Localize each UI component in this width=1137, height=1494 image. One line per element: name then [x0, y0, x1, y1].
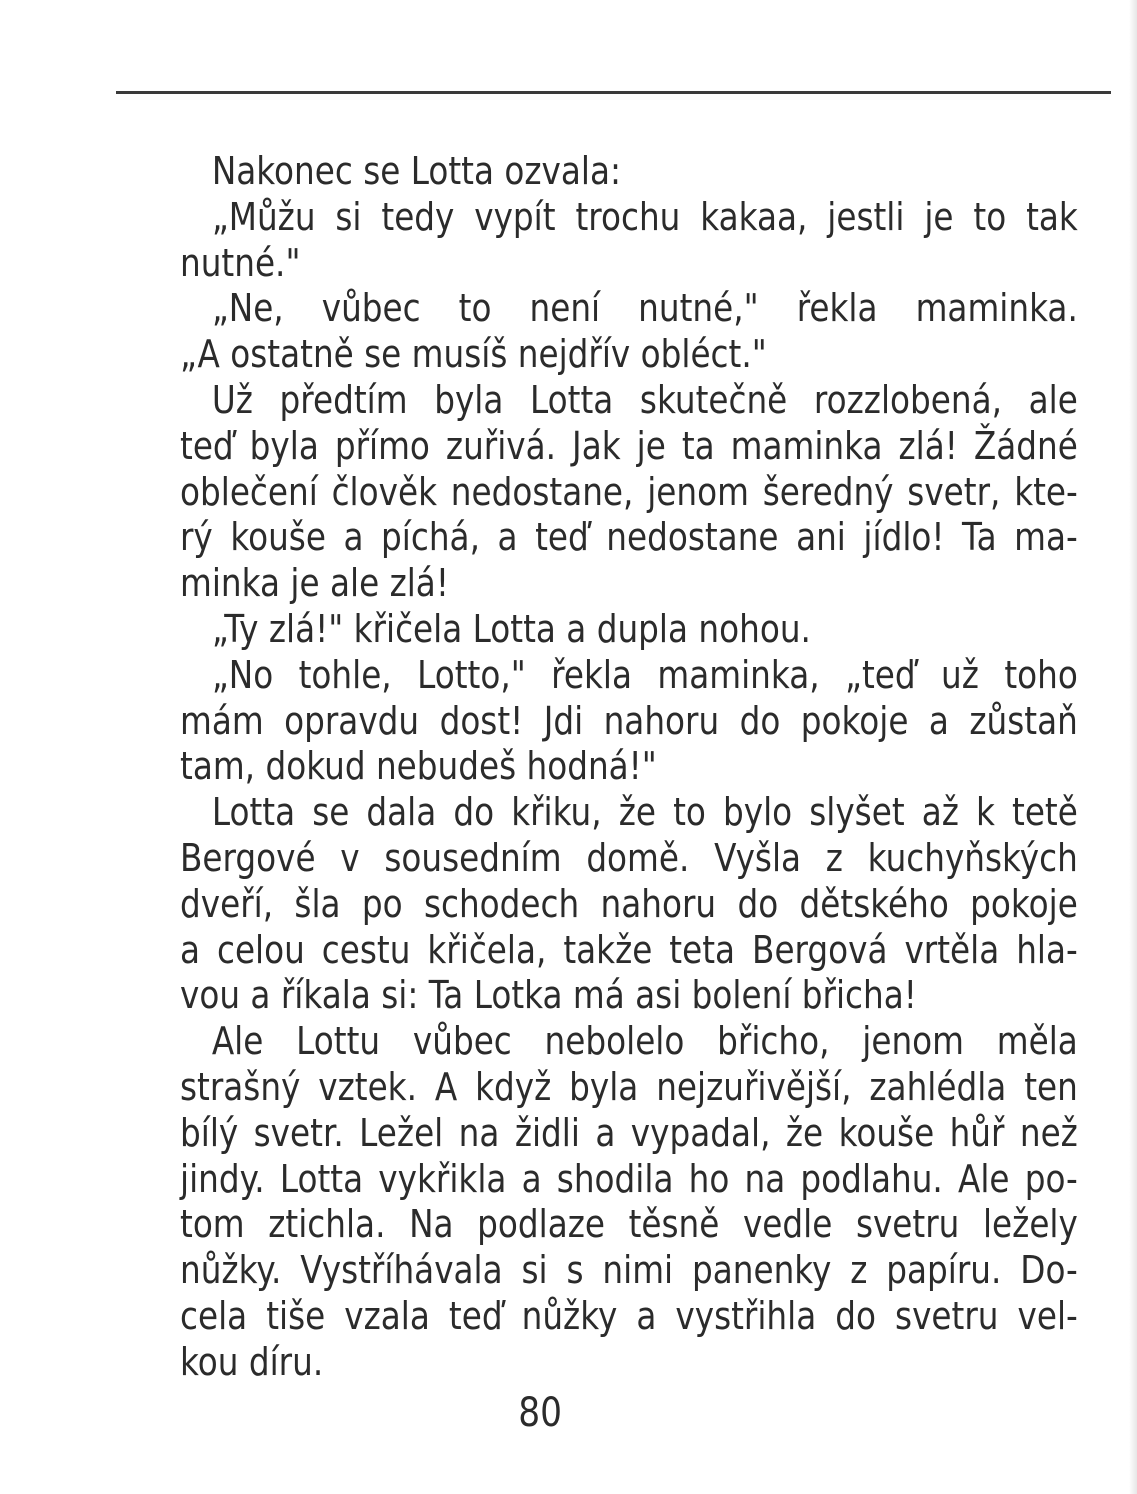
text-line: nůžky. Vystříhávala si s nimi panenky z papíru. Do-	[180, 1248, 1078, 1293]
text-line: rý kouše a píchá, a teď nedostane ani jídlo! Ta ma-	[180, 515, 1078, 560]
text-line: jindy. Lotta vykřikla a shodila ho na podlahu. Ale po-	[180, 1156, 1078, 1201]
text-line: Bergové v sousedním domě. Vyšla z kuchyňských	[180, 835, 1078, 880]
text-line: Už předtím byla Lotta skutečně rozzlobená, ale	[211, 377, 1078, 422]
text-line: mám opravdu dost! Jdi nahoru do pokoje a zůstaň	[180, 698, 1078, 743]
text-line: „Ne, vůbec to není nutné," řekla maminka.	[211, 286, 1078, 331]
text-line: tam, dokud nebudeš hodná!"	[180, 744, 657, 789]
text-line: dveří, šla po schodech nahoru do dětského pokoje	[180, 881, 1078, 926]
page-edge-shadow	[1129, 0, 1137, 1494]
text-line: kou díru.	[180, 1339, 324, 1384]
page-number: 80	[518, 1390, 562, 1436]
body-text	[180, 149, 1078, 1386]
text-line: minka je ale zlá!	[180, 561, 449, 606]
text-line: Lotta se dala do křiku, že to bylo slyšet až k tetě	[211, 790, 1078, 835]
header-rule	[116, 91, 1111, 94]
text-line: „No tohle, Lotto," řekla maminka, „teď už toho	[211, 652, 1078, 697]
text-line: „Můžu si tedy vypít trochu kakaa, jestli je to tak	[211, 194, 1078, 239]
text-line: bílý svetr. Ležel na židli a vypadal, že kouše hůř než	[180, 1110, 1078, 1155]
text-line: „A ostatně se musíš nejdřív obléct."	[180, 332, 767, 377]
text-line: a celou cestu křičela, takže teta Bergová vrtěla hla-	[180, 927, 1078, 972]
text-line: strašný vztek. A když byla nejzuřivější, zahlédla ten	[180, 1064, 1078, 1109]
text-line: tom ztichla. Na podlaze těsně vedle svetru ležely	[180, 1202, 1078, 1247]
text-line: Ale Lottu vůbec nebolelo břicho, jenom měla	[211, 1019, 1078, 1064]
text-line: cela tiše vzala teď nůžky a vystřihla do svetru vel-	[180, 1293, 1078, 1338]
text-line: nutné."	[180, 240, 301, 285]
text-line: Nakonec se Lotta ozvala:	[211, 149, 622, 193]
text-line: „Ty zlá!" křičela Lotta a dupla nohou.	[211, 606, 811, 651]
text-line: vou a říkala si: Ta Lotka má asi bolení břicha!	[180, 973, 917, 1018]
text-line: teď byla přímo zuřivá. Jak je ta maminka zlá! Žádné	[180, 423, 1078, 468]
text-line: oblečení člověk nedostane, jenom šeredný svetr, kte-	[180, 469, 1078, 514]
